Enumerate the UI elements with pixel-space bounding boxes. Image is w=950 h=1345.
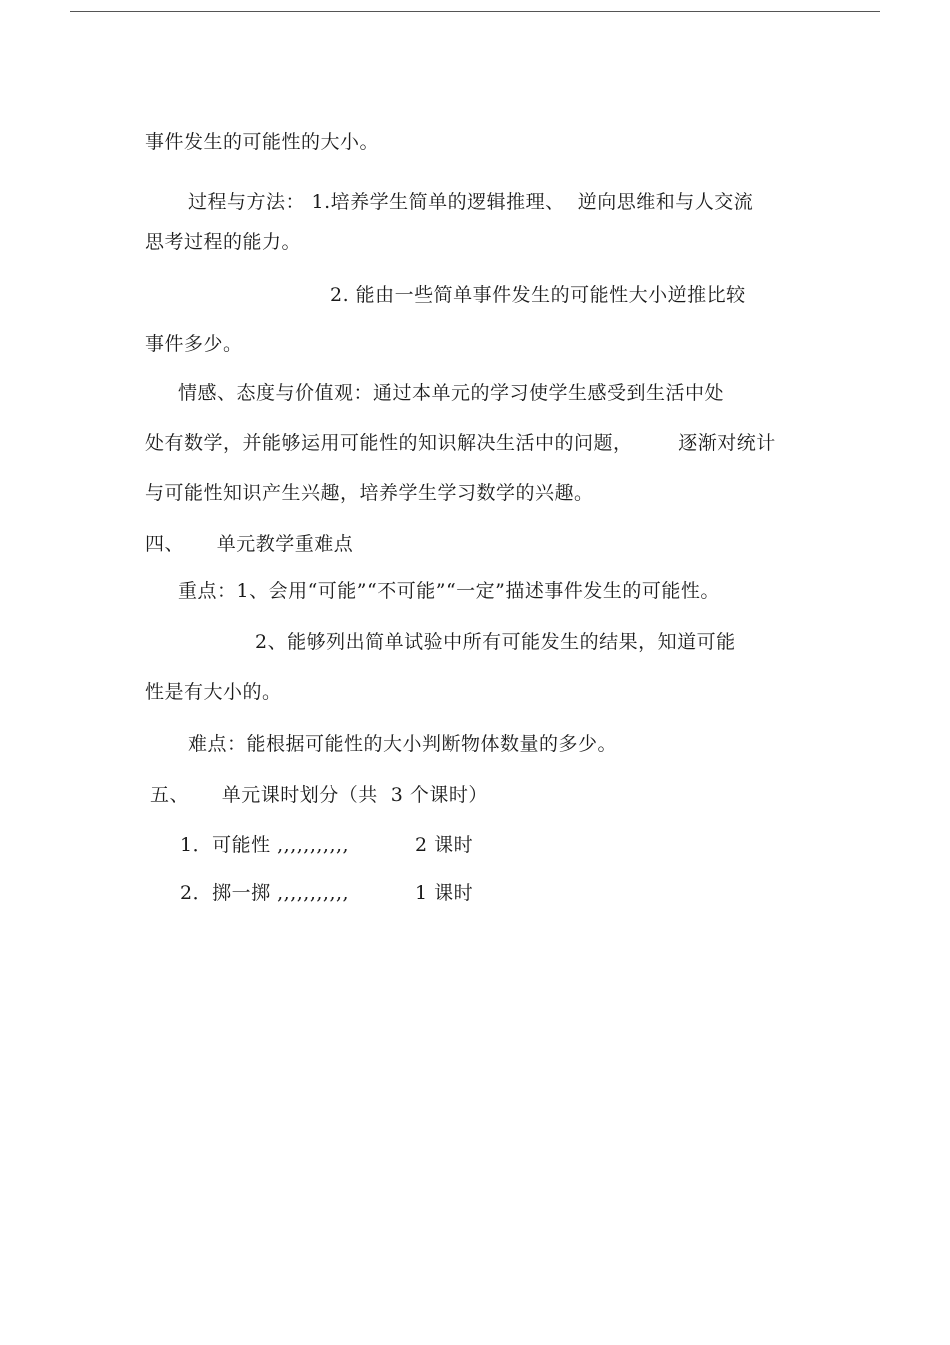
text-line: 性是有大小的。 xyxy=(145,681,282,703)
header-rule xyxy=(70,11,880,12)
text-line: 情感、态度与价值观：通过本单元的学习使学生感受到生活中处 xyxy=(178,382,725,404)
schedule-hours: 1 课时 xyxy=(415,882,474,904)
text-line: 事件多少。 xyxy=(145,333,243,355)
text-line: 难点：能根据可能性的大小判断物体数量的多少。 xyxy=(188,733,618,755)
text-line: 2. 能由一些简单事件发生的可能性大小逆推比较 xyxy=(330,284,746,306)
section-heading: 五、 单元课时划分（共 3 个课时） xyxy=(150,784,488,806)
section-heading: 四、 单元教学重难点 xyxy=(145,533,354,555)
schedule-item: 2．掷一掷 ,,,,,,,,,,, xyxy=(180,882,350,904)
text-line: 与可能性知识产生兴趣，培养学生学习数学的兴趣。 xyxy=(145,482,594,504)
text-line: 处有数学，并能够运用可能性的知识解决生活中的问题， 逐渐对统计 xyxy=(145,432,776,454)
text-line: 思考过程的能力。 xyxy=(145,231,302,253)
text-line: 重点：1、会用“可能”“不可能”“一定”描述事件发生的可能性。 xyxy=(178,580,720,602)
text-line: 过程与方法： 1.培养学生简单的逻辑推理、 逆向思维和与人交流 xyxy=(188,191,754,213)
text-line: 事件发生的可能性的大小。 xyxy=(145,131,380,153)
schedule-item: 1．可能性 ,,,,,,,,,,, xyxy=(180,834,350,856)
text-line: 2、能够列出简单试验中所有可能发生的结果，知道可能 xyxy=(255,631,736,653)
schedule-hours: 2 课时 xyxy=(415,834,474,856)
